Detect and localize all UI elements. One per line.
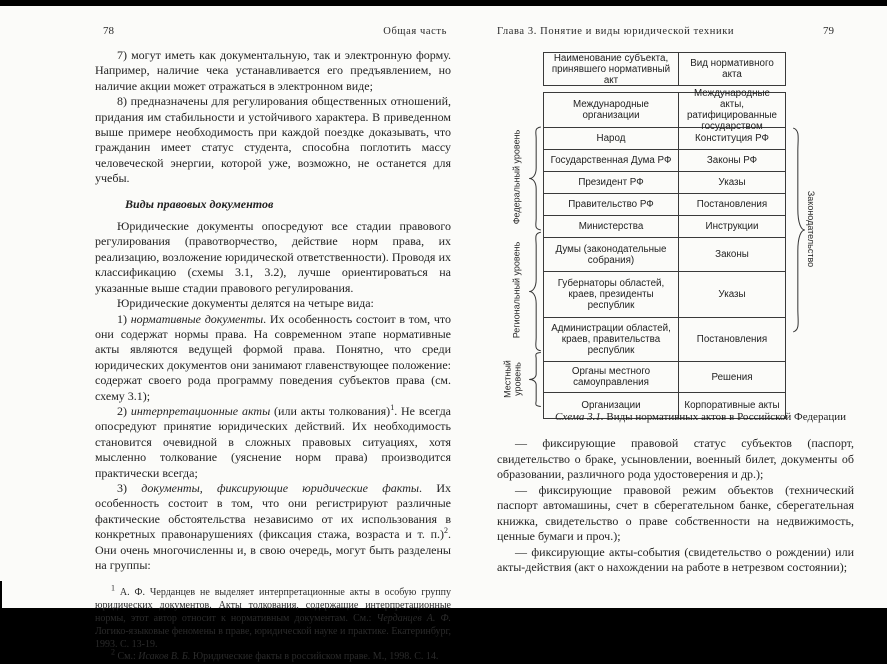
footnote-text: См.:: [115, 651, 139, 663]
footnote-marker: 1: [111, 584, 115, 594]
curly-brace-left-icon: [528, 231, 542, 352]
item-term: нормативные документы: [130, 311, 264, 326]
act-cell: Постановления: [678, 194, 785, 215]
act-cell: Конституция РФ: [678, 128, 785, 149]
act-cell: Инструкции: [678, 216, 785, 237]
table-row: [544, 237, 785, 271]
paragraph-item8: 8) предназначены для регулирования общественных отношений, придания им стабильности и устойчивого характера. В приведенном выше примере необходимость при каждой поездке доказывать, что гражданин имеет статус студента, способна поглотить массу человеческой энергии, которой уже, возможно, не останется для учебы.: [95, 94, 451, 186]
act-cell: Законы: [678, 238, 785, 271]
footnote-2: [95, 648, 451, 664]
item-number: 1): [117, 311, 131, 326]
level-label-local: Местный уровень: [502, 360, 523, 398]
subject-cell: Органы местного самоуправления: [571, 366, 651, 388]
subject-cell: Правительство РФ: [568, 199, 654, 210]
subject-cell: Министерства: [578, 221, 644, 232]
paragraph-four-kinds: Юридические документы делятся на четыре вида:: [117, 296, 374, 311]
paragraph-intro: Юридические документы опосредуют все стадии правового регулирования (правотворчество, действие норм права, их реализацию, возложение юридической ответственности). Проводя их классификацию (схемы 3.1, 3.2), лучше ориентироваться на указанные выше стадии правового регулирования.: [95, 219, 451, 295]
item-number: 3): [117, 480, 142, 495]
schema-header-box: [543, 52, 786, 86]
subject-cell: Думы (законодательные собрания): [555, 243, 667, 266]
subject-cell: Государственная Дума РФ: [550, 155, 672, 166]
curly-brace-right-icon: [792, 126, 806, 334]
page-number-left: 78: [103, 25, 114, 37]
footnote-ref-1: 1: [390, 402, 395, 412]
running-head-left: Общая часть: [383, 26, 447, 37]
table-row: [544, 149, 785, 171]
page-right: [455, 6, 887, 608]
dash-item-2: — фиксирующие правовой режим объектов (технический паспорт автомашины, счет в сберегательном банке, сберегательная книжка, свидетельство о праве собственности на недвижимость, ценные бумаги и проч.);: [497, 482, 854, 543]
table-row: [544, 171, 785, 193]
footnotes: [95, 584, 451, 664]
act-cell: Корпоративные акты: [678, 393, 785, 418]
level-label-regional: Региональный уровень: [511, 241, 522, 339]
table-row: [544, 193, 785, 215]
act-cell: Постановления: [678, 318, 785, 361]
table-row: [544, 215, 785, 237]
table-row: [544, 271, 785, 317]
level-label-federal: Федеральный уровень: [511, 129, 522, 225]
item-text: . Не всегда опосредуют принятие юридических действий. Их необходимость становится очевидной в сложных правовых ситуациях, хотя мысленно толкование (уяснение норм права) производится практически всегда;: [95, 403, 451, 480]
item-text: . Их особенность состоит в том, что они регистрируют различные фактические обстоятельства независимо от их использования в конкретных правонарушениях (фиксация стажа, возраста и т. п.): [95, 480, 451, 542]
schema-header-act: Вид нормативного акта: [678, 53, 785, 85]
page-number-right: 79: [823, 25, 834, 37]
subject-cell: Президент РФ: [578, 177, 644, 188]
list-item-3: [95, 481, 451, 573]
dash-item-3: — фиксирующие акты-события (свидетельство о рождении) или акты-действия (акт о нахождении на работе в нетрезвом состоянии);: [497, 544, 854, 574]
caption-text: Виды нормативных актов в Российской Федерации: [603, 411, 846, 423]
dash-item-1: — фиксирующие правовой статус субъектов (паспорт, свидетельство о браке, усыновлении, военный билет, документы об образовании, различного рода удостоверения и др.);: [497, 436, 854, 481]
schema-header-subject: Наименование субъекта, принявшего нормативный акт: [551, 52, 671, 86]
item-text: . Их особенность состоит в том, что они содержат нормы права. На современном этапе нормативные акты являются ведущей формой права. Понятно, что среди юридических документов они занимают главенствующее положение: содержат своего рода программу поведения субъектов права (см. схему 3.1);: [95, 311, 451, 403]
schema-table: [543, 88, 786, 419]
book-spread: [0, 6, 887, 663]
section-heading: Виды правовых документов: [125, 196, 274, 211]
schema-caption: [555, 411, 855, 423]
item-term: документы, фиксирующие юридические факты: [141, 480, 420, 495]
act-cell: Указы: [678, 272, 785, 317]
subject-cell: Международные организации: [573, 99, 649, 121]
footnote-1: [95, 584, 451, 651]
scan-edge-artifact: [0, 581, 2, 631]
footnote-text: Логико-языковые феномены в праве, юридической науке и практике. Екатеринбург, 1993. С. 13-19.: [95, 625, 451, 650]
subject-cell: Народ: [596, 133, 626, 144]
author-name: Исаков В. Б.: [138, 651, 191, 663]
table-row: [544, 127, 785, 149]
subject-cell: Организации: [581, 400, 641, 411]
act-cell: Решения: [678, 362, 785, 392]
footnote-text: А. Ф. Черданцев не выделяет интерпретационные акты в особую группу юридических документов. Акты толкования, содержащие интерпретационные нормы, этот автор относит к нормативным документам. См.:: [95, 587, 451, 624]
item-text: (или акты толкования): [270, 403, 391, 418]
list-item-2: [95, 404, 451, 481]
table-row: [544, 88, 785, 132]
act-cell: Законы РФ: [678, 150, 785, 171]
item-term: интерпретационные акты: [130, 403, 271, 418]
table-row: [544, 317, 785, 361]
item-text: . Они очень многочисленны и, в свою очередь, могут быть разделены на группы:: [95, 527, 451, 572]
footnote-marker: 2: [111, 648, 115, 658]
subject-cell: Губернаторы областей, краев, президенты республик: [557, 278, 665, 311]
table-row: [544, 361, 785, 392]
act-cell: Указы: [678, 172, 785, 193]
act-cell: Международные акты, ратифицированные государством: [678, 93, 785, 127]
caption-number: Схема 3.1.: [555, 411, 604, 423]
footnote-text: Юридические факты в российском праве. М., 1998. С. 14.: [190, 651, 439, 663]
item-number: 2): [117, 403, 131, 418]
footnote-ref-2: 2: [444, 526, 448, 536]
left-body-text: [95, 48, 451, 664]
running-head-right: Глава 3. Понятие и виды юридической техники: [497, 26, 735, 37]
right-body-text: [497, 436, 854, 576]
subject-cell: Администрации областей, краев, правительства республик: [551, 323, 671, 356]
page-left: [0, 6, 455, 663]
curly-brace-left-icon: [528, 126, 542, 231]
paragraph-item7: 7) могут иметь как документальную, так и электронную форму. Например, наличие чека устанавливается его предъявлением, но наличие акции может отражаться в электронном виде;: [95, 48, 451, 93]
author-name: Черданцев А. Ф.: [376, 613, 451, 624]
list-item-1: [95, 312, 451, 404]
curly-brace-left-icon: [528, 352, 542, 407]
legislation-label: Законодательство: [806, 190, 816, 268]
